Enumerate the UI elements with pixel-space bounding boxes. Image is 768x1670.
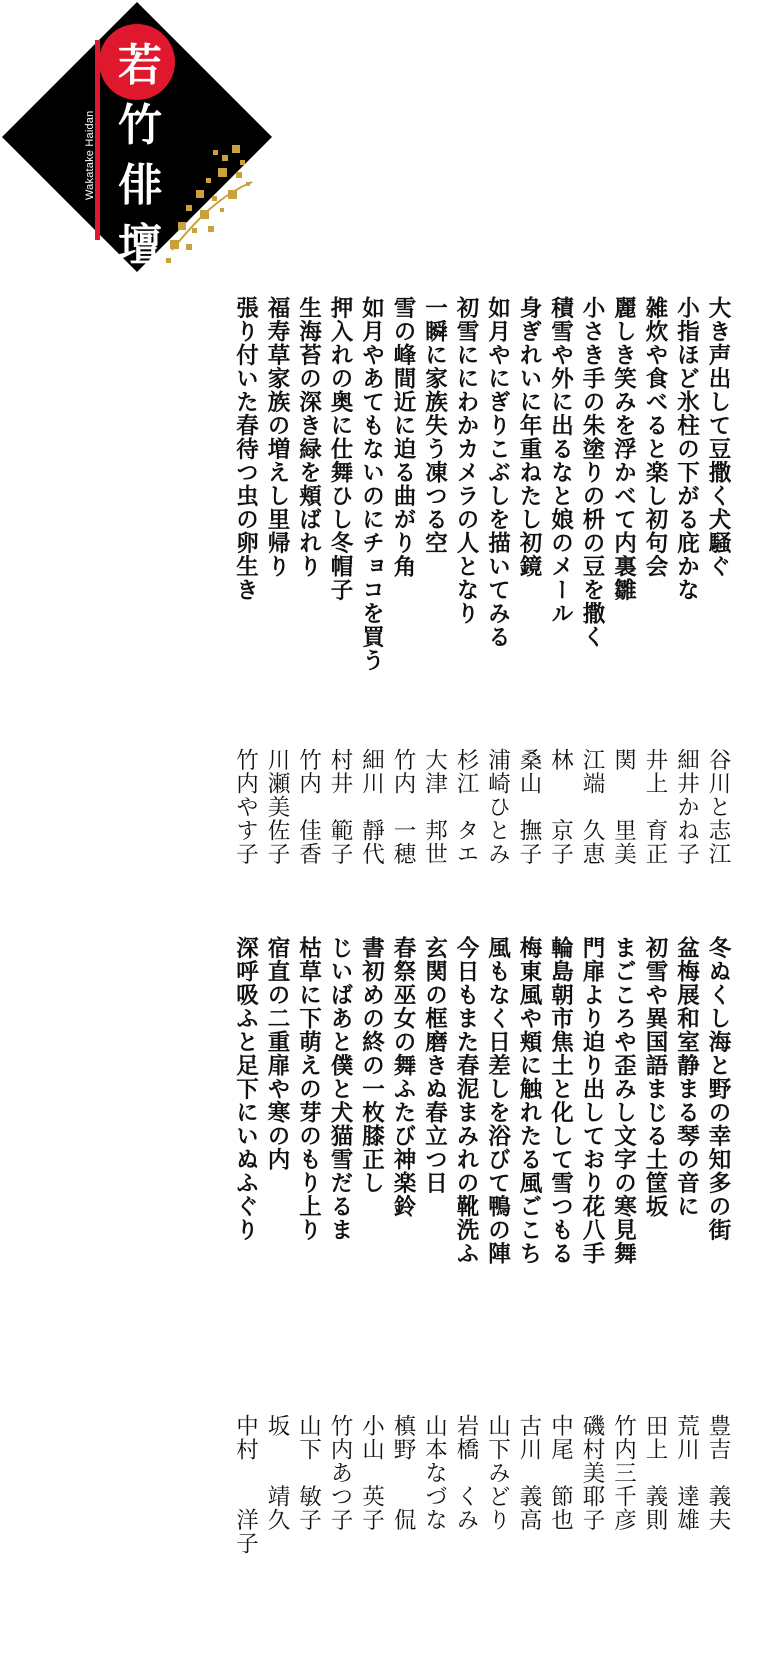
- author-name: 関 里美: [610, 748, 637, 866]
- logo-char-take: 竹: [118, 100, 162, 151]
- haiku-line: 身ぎれいに年重ねたし初鏡: [516, 296, 542, 578]
- author-name: 古川 義高: [516, 1414, 542, 1532]
- haiku-line: 梅東風や頬に触れたる風ごこち: [516, 936, 542, 1265]
- logo-title: [100, 36, 180, 276]
- author-name: 谷川と志江: [705, 748, 731, 866]
- haiku-line: 初雪や異国語まじる土筐坂: [642, 936, 668, 1218]
- author-name: 豊吉 義夫: [705, 1414, 731, 1532]
- author-list-2: [229, 1414, 733, 1555]
- logo-char-hai: 俳: [118, 160, 162, 211]
- author-name: 村井 範子: [327, 748, 353, 866]
- haiku-line: 今日もまた春泥まみれの靴洗ふ: [453, 936, 479, 1265]
- author-name: 磯村美耶子: [579, 1414, 605, 1532]
- author-list-1: [229, 748, 733, 866]
- haiku-line: 積雪や外に出るなと娘のメール: [547, 296, 574, 625]
- haiku-line: 深呼吸ふと足下にいぬふぐり: [232, 936, 259, 1242]
- author-name: 杉江 タエ: [453, 748, 479, 866]
- author-name: 細川 靜代: [358, 748, 385, 866]
- author-name: 大津 邦世: [421, 748, 448, 866]
- haiku-line: 枯草に下萌えの芽のもり上り: [295, 936, 322, 1242]
- author-name: 竹内 一穂: [390, 748, 416, 866]
- haiku-line: 輪島朝市焦土と化して雪つもる: [547, 936, 574, 1265]
- logo-char-waka: 若: [118, 40, 162, 91]
- haiku-line: 書初めの終の一枚膝正し: [358, 936, 385, 1195]
- haiku-line: 麗しき笑みを浮かべて内裏雛: [610, 296, 637, 602]
- haiku-line: 大き声出して豆撒く犬騒ぐ: [705, 296, 731, 578]
- haiku-line: 雪の峰間近に迫る曲がり角: [390, 296, 416, 578]
- haiku-line: 福寿草家族の増えし里帰り: [264, 296, 290, 578]
- author-name: 竹内三千彦: [610, 1414, 637, 1532]
- haiku-line: 冬ぬくし海と野の幸知多の街: [705, 936, 731, 1242]
- haiku-line: 如月やあてもないのにチョコを買う: [358, 296, 385, 672]
- haiku-line: 盆梅展和室静まる琴の音に: [673, 936, 700, 1218]
- author-name: 川瀬美佐子: [264, 748, 290, 866]
- author-name: 中尾 節也: [547, 1414, 574, 1532]
- haiku-line: 張り付いた春待つ虫の卵生き: [232, 296, 259, 602]
- haiku-line: 宿直の二重扉や寒の内: [264, 936, 290, 1171]
- haiku-line: 生海苔の深き緑を頬ばれり: [295, 296, 322, 578]
- haiku-list-1: [229, 296, 733, 672]
- author-name: 小山 英子: [358, 1414, 385, 1532]
- haiku-line: 初雪ににわかカメラの人となり: [453, 296, 479, 625]
- haiku-line: 雑炊や食べると楽し初句会: [642, 296, 668, 578]
- haiku-line: じいばあと僕と犬猫雪だるま: [327, 936, 353, 1242]
- author-name: 細井かね子: [673, 748, 700, 866]
- haiku-line: 春祭巫女の舞ふたび神楽鈴: [390, 936, 416, 1218]
- author-name: 山本なづな: [421, 1414, 448, 1532]
- author-name: 中村 洋子: [232, 1414, 259, 1555]
- author-name: 竹内やす子: [232, 748, 259, 866]
- haiku-line: 風もなく日差しを浴びて鴨の陣: [484, 936, 511, 1265]
- author-name: 竹内 佳香: [295, 748, 322, 866]
- author-name: 岩橋 くみ: [453, 1414, 479, 1532]
- author-name: 井上 育正: [642, 748, 668, 866]
- author-name: 山下みどり: [484, 1414, 511, 1532]
- author-name: 桑山 撫子: [516, 748, 542, 866]
- author-name: 江端 久恵: [579, 748, 605, 866]
- haiku-line: 押入れの奥に仕舞ひし冬帽子: [327, 296, 353, 602]
- haiku-line: 門扉より迫り出しており花八手: [579, 936, 605, 1265]
- haiku-line: まごころや歪みし文字の寒見舞: [610, 936, 637, 1265]
- haiku-line: 一瞬に家族失う凍つる空: [421, 296, 448, 555]
- author-name: 荒川 達雄: [673, 1414, 700, 1532]
- author-name: 坂 靖久: [264, 1414, 290, 1532]
- haiku-line: 小さき手の朱塗りの枡の豆を撒く: [579, 296, 605, 649]
- haiku-line: 小指ほど氷柱の下がる庇かな: [673, 296, 700, 602]
- author-name: 槙野 侃: [390, 1414, 416, 1532]
- author-name: 竹内あつ子: [327, 1414, 353, 1532]
- logo-char-dan: 壇: [118, 220, 162, 271]
- author-name: 浦崎ひとみ: [484, 748, 511, 866]
- wakatake-haidan-logo: [0, 0, 300, 300]
- haiku-line: 玄関の框磨きぬ春立つ日: [421, 936, 448, 1195]
- logo-roman-text: Wakatake Haidan: [84, 110, 96, 200]
- haiku-line: 如月やにぎりこぶしを描いてみる: [484, 296, 511, 649]
- author-name: 山下 敏子: [295, 1414, 322, 1532]
- haiku-list-2: [229, 936, 733, 1265]
- author-name: 林 京子: [547, 748, 574, 866]
- author-name: 田上 義則: [642, 1414, 668, 1532]
